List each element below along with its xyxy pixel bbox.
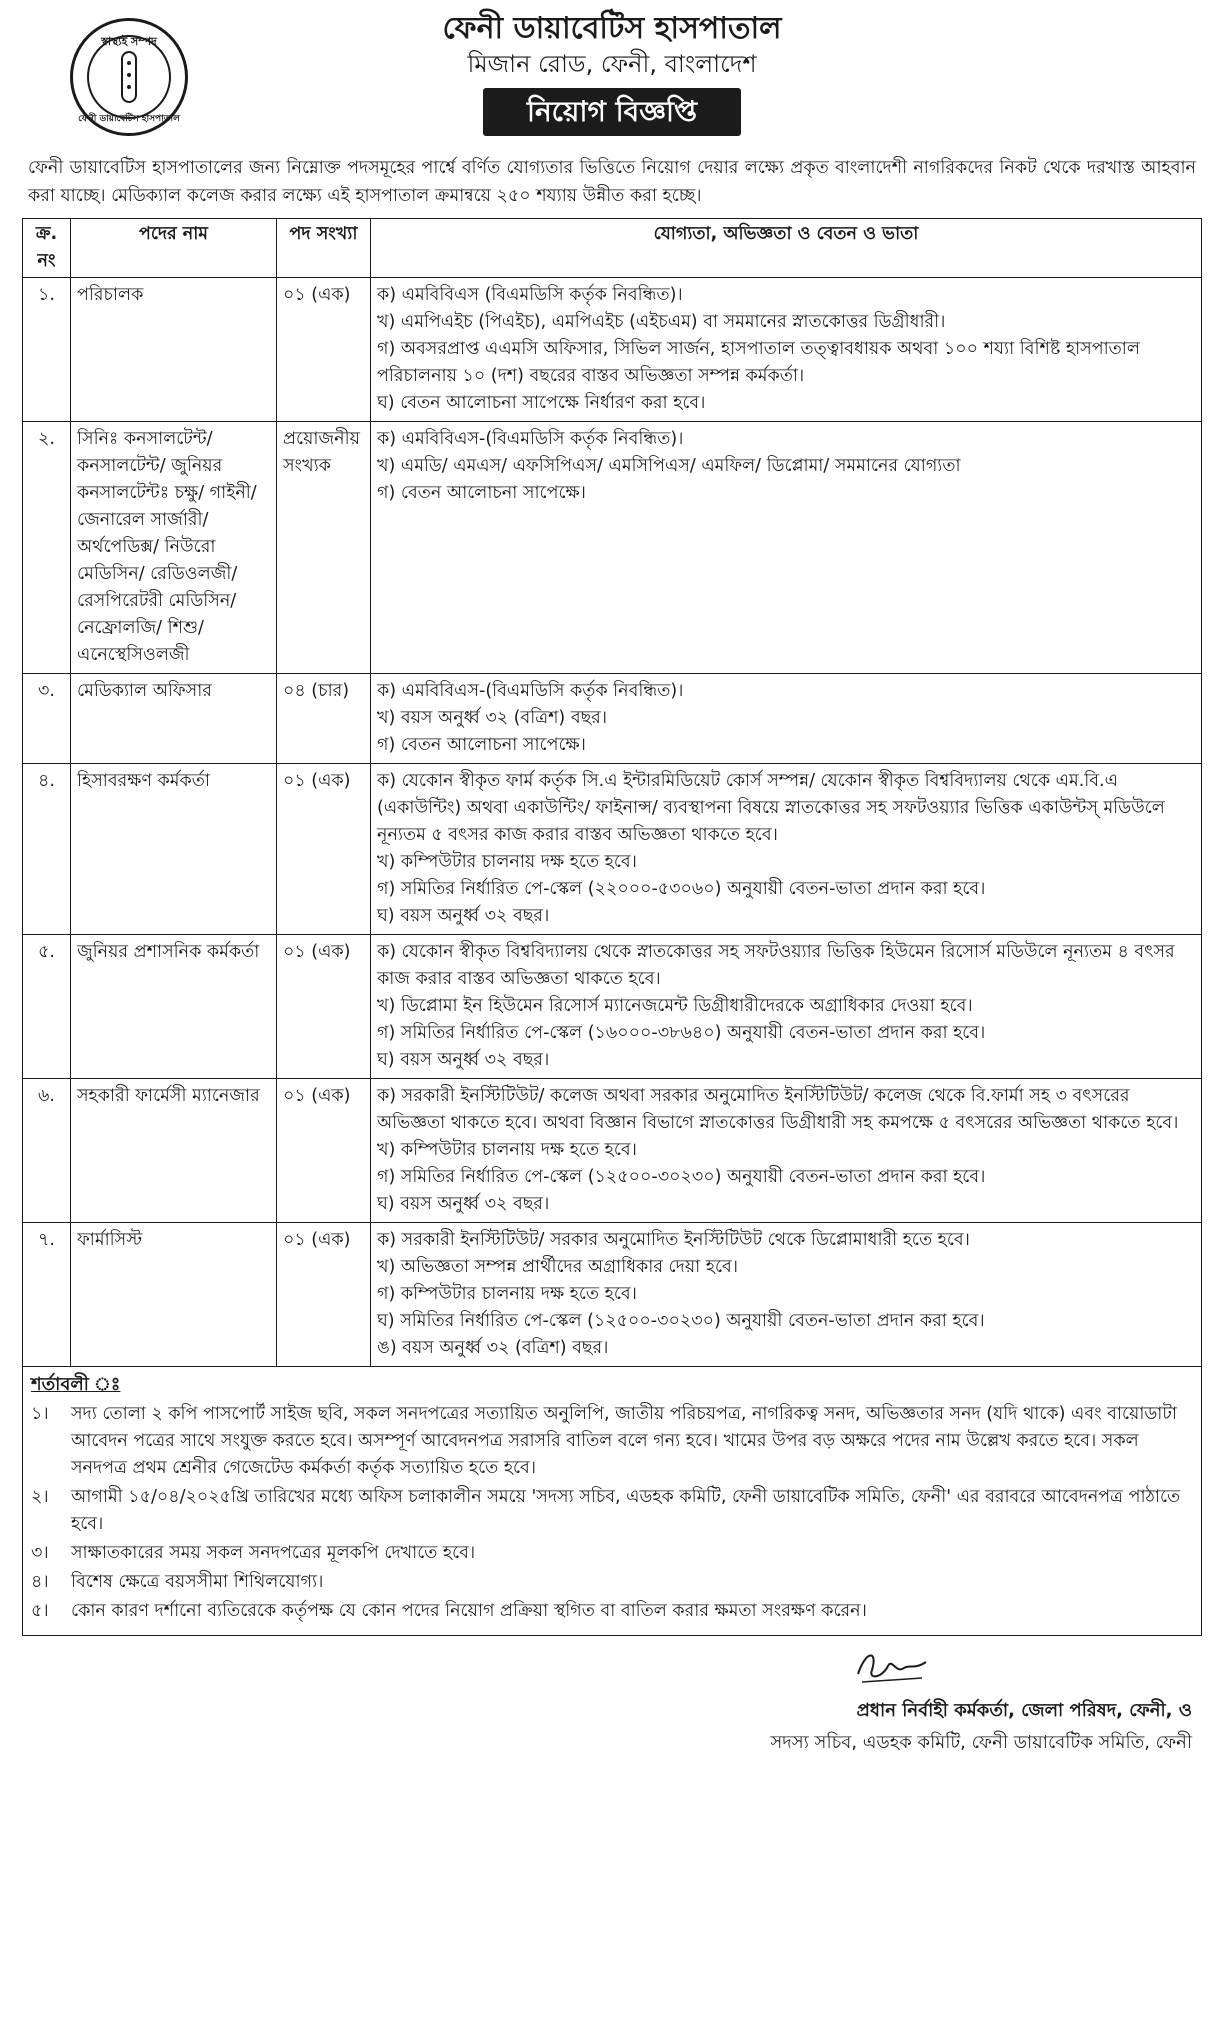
row-serial: ৩. (23, 674, 71, 764)
header-serial: ক্র. নং (23, 219, 71, 278)
condition-item (31, 1598, 1193, 1625)
hospital-name: ফেনী ডায়াবেটিস হাসপাতাল (442, 11, 782, 46)
row-serial: ১. (23, 278, 71, 422)
row-count: ০১ (এক) (277, 935, 371, 1079)
qualification-line: ঘ) বেতন আলোচনা সাপেক্ষে নির্ধারণ করা হবে। (377, 393, 706, 413)
qualification-line: ক) সরকারী ইনস্টিটিউট/ কলেজ অথবা সরকার অনুমোদিত ইনস্টিটিউট/ কলেজ থেকে বি.ফার্মা সহ ৩ বৎসরের অভিজ্ঞতা থাকতে হবে। অথবা বিজ্ঞান বিভাগে স্নাতকোত্তর ডিগ্রীধারী সহ কমপক্ষে ৫ বৎসরের অভিজ্ঞতা থাকতে হবে। (377, 1086, 1179, 1133)
signature-secretary: সদস্য সচিব, এডহক কমিটি, ফেনী ডায়াবেটিক সমিতি, ফেনী (770, 1732, 1192, 1753)
qualification-line: গ) সমিতির নির্ধারিত পে-স্কেল (১৬০০০-৩৮৬৪০) অনুযায়ী বেতন-ভাতা প্রদান করা হবে। (377, 1023, 986, 1043)
notice-page (22, 10, 1202, 1786)
title-block (22, 10, 1202, 136)
table-row (23, 422, 1202, 674)
qualification-line: গ) বেতন আলোচনা সাপেক্ষে। (377, 735, 586, 755)
row-count: ০৪ (চার) (277, 674, 371, 764)
row-count: ০১ (এক) (277, 278, 371, 422)
qualification-line: খ) এমপিএইচ (পিএইচ), এমপিএইচ (এইচএম) বা সমমানের স্নাতকোত্তর ডিগ্রীধারী। (377, 312, 946, 332)
row-qualification (371, 674, 1202, 764)
qualification-line: খ) ডিপ্লোমা ইন হিউমেন রিসোর্স ম্যানেজমেন্ট ডিগ্রীধারীদেরকে অগ্রাধিকার দেওয়া হবে। (377, 996, 973, 1016)
condition-item (31, 1484, 1193, 1538)
qualification-line: গ) সমিতির নির্ধারিত পে-স্কেল (১২৫০০-৩০২৩০) অনুযায়ী বেতন-ভাতা প্রদান করা হবে। (377, 1167, 986, 1187)
row-count: প্রয়োজনীয় সংখ্যক (277, 422, 371, 674)
row-qualification (371, 1223, 1202, 1367)
row-qualification (371, 764, 1202, 935)
row-qualification (371, 278, 1202, 422)
header-post-name: পদের নাম (71, 219, 277, 278)
qualification-line: ক) যেকোন স্বীকৃত ফার্ম কর্তৃক সি.এ ইন্টারমিডিয়েট কোর্স সম্পন্ন/ যেকোন স্বীকৃত বিশ্ববিদ্যালয় থেকে এম.বি.এ (একাউন্টিং) অথবা একাউন্টিং/ ফাইনান্স/ ব্যবস্থাপনা বিষয়ে স্নাতকোত্তর সহ সফটওয়্যার ভিত্তিক একাউন্টস্ মডিউলে নূন্যতম ৫ বৎসর কাজ করার বাস্তব অভিজ্ঞতা থাকতে হবে। (377, 771, 1165, 845)
condition-number: ৩। (31, 1543, 49, 1563)
qualification-line: ঘ) বয়স অনুর্ধ্ব ৩২ বছর। (377, 1050, 550, 1070)
qualification-line: গ) অবসরপ্রাপ্ত এএমসি অফিসার, সিভিল সার্জন, হাসপাতাল তত্ত্বাবধায়ক অথবা ১০০ শয্যা বিশিষ্ট হাসপাতাল পরিচালনায় ১০ (দশ) বছরের বাস্তব অভিজ্ঞতা সম্পন্ন কর্মকর্তা। (377, 339, 1140, 386)
logo-text-bottom: ফেনী ডায়াবেটিস হাসপাতাল (78, 114, 180, 124)
qualification-line: ঘ) সমিতির নির্ধারিত পে-স্কেল (১২৫০০-৩০২৩০) অনুযায়ী বেতন-ভাতা প্রদান করা হবে। (377, 1311, 985, 1331)
table-row (23, 1223, 1202, 1367)
row-count: ০১ (এক) (277, 1079, 371, 1223)
qualification-line: খ) বয়স অনুর্ধ্ব ৩২ (বত্রিশ) বছর। (377, 708, 608, 728)
hospital-address: মিজান রোড, ফেনী, বাংলাদেশ (467, 50, 757, 78)
qualification-line: গ) বেতন আলোচনা সাপেক্ষে। (377, 483, 586, 503)
header (22, 10, 1202, 150)
header-qualification: যোগ্যতা, অভিজ্ঞতা ও বেতন ও ভাতা (371, 219, 1202, 278)
qualification-line: ক) এমবিবিএস (বিএমডিসি কর্তৃক নিবন্ধিত)। (377, 285, 683, 305)
qualification-line: ক) এমবিবিএস-(বিএমডিসি কর্তৃক নিবন্ধিত)। (377, 681, 684, 701)
row-post: মেডিক্যাল অফিসার (71, 674, 277, 764)
row-post: সহকারী ফার্মেসী ম্যানেজার (71, 1079, 277, 1223)
qualification-line: ক) এমবিবিএস-(বিএমডিসি কর্তৃক নিবন্ধিত)। (377, 429, 684, 449)
qualification-line: ক) সরকারী ইনস্টিটিউট/ সরকার অনুমোদিত ইনস্টিটিউট থেকে ডিপ্লোমাধারী হতে হবে। (377, 1230, 970, 1250)
logo-text-top: স্বাস্থ্যই সম্পদ (101, 35, 157, 48)
condition-text: সাক্ষাতকারের সময় সকল সনদপত্রের মূলকপি দেখাতে হবে। (71, 1543, 476, 1563)
condition-text: বিশেষ ক্ষেত্রে বয়সসীমা শিথিলযোগ্য। (71, 1572, 324, 1592)
qualification-line: ঘ) বয়স অনুর্ধ্ব ৩২ বছর। (377, 906, 550, 926)
condition-text: আগামী ১৫/০৪/২০২৫খ্রি তারিখের মধ্যে অফিস চলাকালীন সময়ে 'সদস্য সচিব, এডহক কমিটি, ফেনী ডায়াবেটিক সমিতি, ফেনী' এর বরাবরে আবেদনপত্র পাঠাতে হবে। (71, 1487, 1181, 1534)
table-row (23, 764, 1202, 935)
qualification-line: ক) যেকোন স্বীকৃত বিশ্ববিদ্যালয় থেকে স্নাতকোত্তর সহ সফটওয়্যার ভিত্তিক হিউমেন রিসোর্স মডিউলে নূন্যতম ৪ বৎসর কাজ করার বাস্তব অভিজ্ঞতা থাকতে হবে। (377, 942, 1175, 989)
conditions-title: শর্তাবলী ঃ (31, 1374, 121, 1395)
condition-number: ২। (31, 1487, 49, 1507)
condition-number: ৪। (31, 1572, 49, 1592)
qualification-line: খ) কম্পিউটার চালনায় দক্ষ হতে হবে। (377, 852, 637, 872)
table-row (23, 1079, 1202, 1223)
row-serial: ৫. (23, 935, 71, 1079)
table-row (23, 278, 1202, 422)
condition-item (31, 1401, 1193, 1482)
conditions-section (22, 1367, 1202, 1636)
condition-item (31, 1540, 1193, 1567)
qualification-line: ঘ) বয়স অনুর্ধ্ব ৩২ বছর। (377, 1194, 550, 1214)
row-count: ০১ (এক) (277, 764, 371, 935)
condition-number: ১। (31, 1404, 49, 1424)
jobs-table (22, 218, 1202, 1367)
signature-block (22, 1636, 1202, 1786)
row-post: ফার্মাসিস্ট (71, 1223, 277, 1367)
condition-number: ৫। (31, 1601, 49, 1621)
row-post: পরিচালক (71, 278, 277, 422)
row-qualification (371, 935, 1202, 1079)
condition-text: সদ্য তোলা ২ কপি পাসপোর্ট সাইজ ছবি, সকল সনদপত্রের সত্যায়িত অনুলিপি, জাতীয় পরিচয়পত্র, নাগরিকত্ব সনদ, অভিজ্ঞতার সনদ (যদি থাকে) এবং বায়োডাটা আবেদন পত্রের সাথে সংযুক্ত করতে হবে। অসম্পূর্ণ আবেদনপত্র সরাসরি বাতিল বলে গন্য হবে। খামের উপর বড় অক্ষরে পদের নাম উল্লেখ করতে হবে। সকল সনদপত্র প্রথম শ্রেনীর গেজেটেড কর্মকর্তা কর্তৃক সত্যায়িত হতে হবে। (71, 1404, 1177, 1478)
qualification-line: ঙ) বয়স অনুর্ধ্ব ৩২ (বত্রিশ) বছর। (377, 1338, 609, 1358)
row-qualification (371, 1079, 1202, 1223)
qualification-line: গ) সমিতির নির্ধারিত পে-স্কেল (২২০০০-৫৩০৬০) অনুযায়ী বেতন-ভাতা প্রদান করা হবে। (377, 879, 986, 899)
qualification-line: খ) অভিজ্ঞতা সম্পন্ন প্রার্থীদের অগ্রাধিকার দেয়া হবে। (377, 1257, 739, 1277)
signature-designation: প্রধান নির্বাহী কর্মকর্তা, জেলা পরিষদ, ফেনী, ও (856, 1700, 1192, 1721)
row-post: জুনিয়র প্রশাসনিক কর্মকর্তা (71, 935, 277, 1079)
qualification-line: খ) কম্পিউটার চালনায় দক্ষ হতে হবে। (377, 1140, 637, 1160)
condition-text: কোন কারণ দর্শানো ব্যতিরেকে কর্তৃপক্ষ যে কোন পদের নিয়োগ প্রক্রিয়া স্থগিত বা বাতিল করার ক্ষমতা সংরক্ষণ করেন। (71, 1601, 867, 1621)
table-header-row (23, 219, 1202, 278)
qualification-line: গ) কম্পিউটার চালনায় দক্ষ হতে হবে। (377, 1284, 637, 1304)
row-post: সিনিঃ কনসালটেন্ট/ কনসালটেন্ট/ জুনিয়র কনসালটেন্টঃ চক্ষু/ গাইনী/ জেনারেল সার্জারী/ অর্থপেডিক্স/ নিউরো মেডিসিন/ রেডিওলজী/ রেসপিরেটরী মেডিসিন/ নেফ্রোলজি/ শিশু/ এনেস্থেসিওলজী (71, 422, 277, 674)
qualification-line: খ) এমডি/ এমএস/ এফসিপিএস/ এমসিপিএস/ এমফিল/ ডিপ্লোমা/ সমমানের যোগ্যতা (377, 456, 961, 476)
row-serial: ২. (23, 422, 71, 674)
row-post: হিসাবরক্ষণ কর্মকর্তা (71, 764, 277, 935)
row-serial: ৪. (23, 764, 71, 935)
header-post-count: পদ সংখ্যা (277, 219, 371, 278)
table-row (23, 674, 1202, 764)
notice-title: নিয়োগ বিজ্ঞপ্তি (483, 88, 741, 136)
condition-item (31, 1569, 1193, 1596)
signature-scribble (852, 1644, 932, 1688)
intro-paragraph: ফেনী ডায়াবেটিস হাসপাতালের জন্য নিম্নোক্ত পদসমূহের পার্শ্বে বর্ণিত যোগ্যতার ভিত্তিতে নিয়োগ দেয়ার লক্ষ্যে প্রকৃত বাংলাদেশী নাগরিকদের নিকট থেকে দরখাস্ত আহবান করা যাচ্ছে। মেডিক্যাল কলেজ করার লক্ষ্যে এই হাসপাতাল ক্রমান্বয়ে ২৫০ শয্যায় উন্নীত করা হচ্ছে। (28, 158, 1196, 206)
row-qualification (371, 422, 1202, 674)
row-count: ০১ (এক) (277, 1223, 371, 1367)
row-serial: ৭. (23, 1223, 71, 1367)
table-row (23, 935, 1202, 1079)
row-serial: ৬. (23, 1079, 71, 1223)
